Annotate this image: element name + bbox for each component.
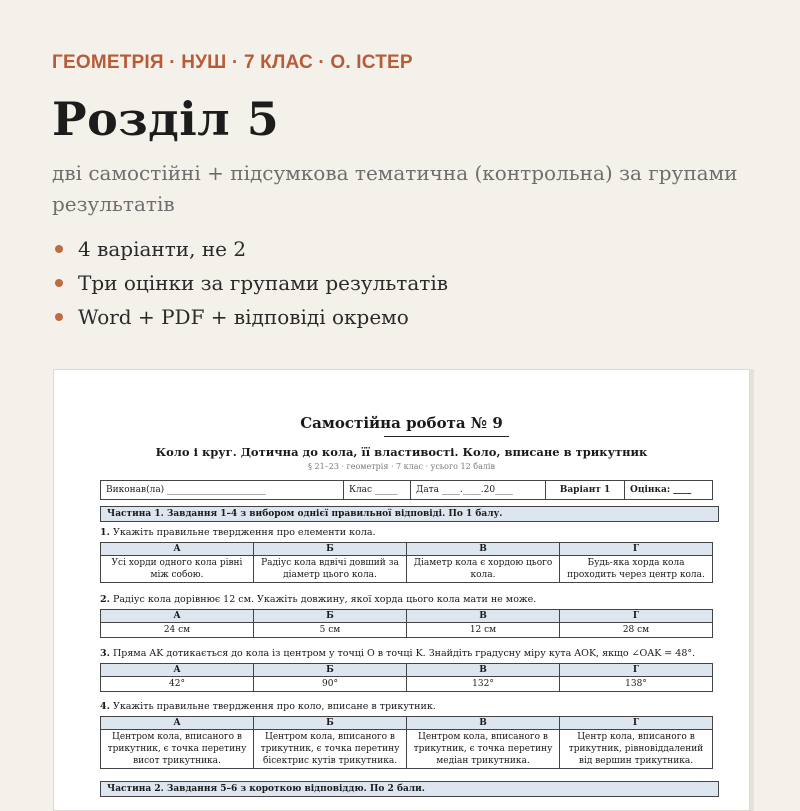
answer-cell: 12 см bbox=[407, 623, 560, 638]
option-b: Б bbox=[254, 543, 407, 556]
worksheet-topic: Коло і круг. Дотична до кола, її властивості. Коло, вписане в трикутник bbox=[155, 445, 648, 459]
part-2-heading: Частина 2. Завдання 5–6 з короткою відповіддю. По 2 бали. bbox=[100, 781, 719, 797]
feature-item bbox=[52, 232, 448, 266]
feature-item bbox=[52, 300, 448, 334]
option-a: А bbox=[101, 717, 254, 730]
option-a: А bbox=[101, 664, 254, 677]
answer-cell: 24 см bbox=[101, 623, 254, 638]
question-number: 1. bbox=[100, 527, 110, 538]
title-underline bbox=[384, 436, 509, 437]
variant-label: Варіант 1 bbox=[546, 481, 625, 500]
answer-cell: Центр кола, вписаного в трикутник, рівновіддалений від вершин трикутника. bbox=[560, 730, 713, 769]
feature-text: Три оцінки за групами результатів bbox=[78, 271, 448, 295]
answer-cell: Будь-яка хорда кола проходить через центр кола. bbox=[560, 556, 713, 583]
option-d: Г bbox=[560, 664, 713, 677]
date-field: Дата ____.____.20____ bbox=[411, 481, 546, 500]
option-d: Г bbox=[560, 543, 713, 556]
option-d: Г bbox=[560, 717, 713, 730]
option-c: В bbox=[407, 664, 560, 677]
feature-text: 4 варіанти, не 2 bbox=[78, 237, 247, 261]
score-field: Оцінка: ____ bbox=[625, 481, 713, 500]
answer-table-4 bbox=[100, 716, 713, 769]
worksheet-title: Самостійна робота № 9 bbox=[300, 414, 503, 432]
feature-list bbox=[52, 232, 448, 334]
answer-cell: 42° bbox=[101, 677, 254, 692]
bullet-dot-icon bbox=[55, 313, 63, 321]
subject-eyebrow: ГЕОМЕТРІЯ · НУШ · 7 КЛАС · О. ІСТЕР bbox=[52, 52, 413, 73]
answer-cell: 90° bbox=[254, 677, 407, 692]
bullet-dot-icon bbox=[55, 245, 63, 253]
answer-cell: Центром кола, вписаного в трикутник, є точка перетину медіан трикутника. bbox=[407, 730, 560, 769]
class-field: Клас _____ bbox=[344, 481, 411, 500]
worksheet-meta: § 21–23 · геометрія · 7 клас · усього 12 балів bbox=[308, 462, 495, 471]
question-number: 2. bbox=[100, 594, 110, 605]
slide-subtitle: дві самостійні + підсумкова тематична (контрольна) за групами результатів bbox=[52, 161, 738, 216]
name-field: Виконав(ла) ______________________ bbox=[101, 481, 344, 500]
question-2 bbox=[100, 594, 536, 605]
worksheet-preview bbox=[53, 369, 750, 811]
feature-text: Word + PDF + відповіді окремо bbox=[78, 305, 409, 329]
question-text: Пряма AK дотикається до кола із центром у точці O в точці K. Знайдіть градусну міру кута AOK, якщо ∠OAK = 48°. bbox=[112, 648, 696, 659]
option-a: А bbox=[101, 543, 254, 556]
question-number: 3. bbox=[100, 648, 110, 659]
question-number: 4. bbox=[100, 701, 110, 712]
part-1-heading: Частина 1. Завдання 1–4 з вибором однієї правильної відповіді. По 1 балу. bbox=[100, 506, 719, 522]
answer-cell: Діаметр кола є хордою цього кола. bbox=[407, 556, 560, 583]
feature-item bbox=[52, 266, 448, 300]
question-3 bbox=[100, 648, 695, 659]
answer-cell: 5 см bbox=[254, 623, 407, 638]
answer-cell: 132° bbox=[407, 677, 560, 692]
option-b: Б bbox=[254, 610, 407, 623]
option-a: А bbox=[101, 610, 254, 623]
answer-cell: Радіус кола вдвічі довший за діаметр цього кола. bbox=[254, 556, 407, 583]
option-c: В bbox=[407, 543, 560, 556]
answer-table-3 bbox=[100, 663, 713, 692]
answer-cell: 138° bbox=[560, 677, 713, 692]
option-b: Б bbox=[254, 664, 407, 677]
answer-table-2 bbox=[100, 609, 713, 638]
question-text: Радіус кола дорівнює 12 см. Укажіть довжину, якої хорда цього кола мати не може. bbox=[112, 594, 537, 605]
question-text: Укажіть правильне твердження про елементи кола. bbox=[112, 527, 376, 538]
answer-cell: 28 см bbox=[560, 623, 713, 638]
option-b: Б bbox=[254, 717, 407, 730]
slide-title: Розділ 5 bbox=[52, 92, 280, 146]
answer-cell: Центром кола, вписаного в трикутник, є точка перетину висот трикутника. bbox=[101, 730, 254, 769]
student-info-table bbox=[100, 480, 713, 500]
question-text: Укажіть правильне твердження про коло, вписане в трикутник. bbox=[112, 701, 436, 712]
option-c: В bbox=[407, 717, 560, 730]
question-4 bbox=[100, 701, 436, 712]
option-c: В bbox=[407, 610, 560, 623]
question-1 bbox=[100, 527, 376, 538]
option-d: Г bbox=[560, 610, 713, 623]
answer-cell: Усі хорди одного кола рівні між собою. bbox=[101, 556, 254, 583]
answer-table-1 bbox=[100, 542, 713, 583]
bullet-dot-icon bbox=[55, 279, 63, 287]
answer-cell: Центром кола, вписаного в трикутник, є точка перетину бісектрис кутів трикутника. bbox=[254, 730, 407, 769]
